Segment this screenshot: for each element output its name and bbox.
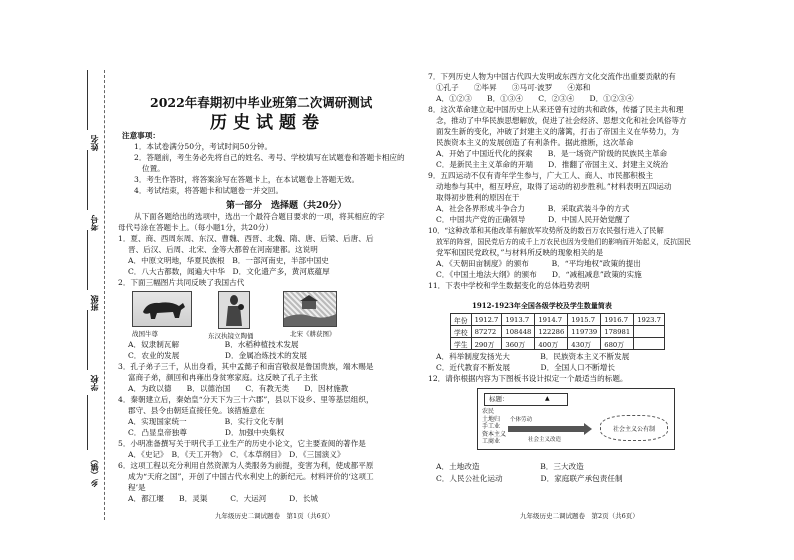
notice-heading: 注意事项：: [122, 131, 160, 140]
title-label: 标题：: [489, 395, 509, 403]
page-footer: 九年级历史二调试题卷 第1页（共6页）: [215, 512, 334, 520]
name-underline: [87, 70, 88, 130]
question-line: 面发生新的变化，冲破了封建主义的藩篱，打击了帝国主义在华势力，为: [436, 127, 679, 136]
option-line: A．中原文明地，华夏民族根 B．一部河南史，半部中国史: [128, 256, 329, 265]
diagram-label: 农民: [482, 408, 495, 415]
arrow-head-icon: [584, 423, 592, 435]
diagram-label: 个体劳动: [510, 417, 533, 423]
question-line: 程’是: [128, 483, 146, 492]
table-cell: 108448: [502, 326, 535, 338]
question-line: 8．这次革命建立起中国历史上从来还曾有过的共和政体，传播了民主共和理: [428, 105, 684, 114]
question-line: 晋、后汉、后周、北宋、金等大都曾在河南建都。这说明: [128, 245, 318, 254]
table-cell: 400万: [535, 338, 568, 350]
diagram-label: 手工业: [482, 423, 501, 430]
option-line: C．近代教育不断发展 D．全国人口不断增长: [436, 363, 615, 372]
table-cell: 178981: [601, 326, 634, 338]
option-line: A．科举制度发扬光大 B．民族资本主义不断发展: [436, 352, 630, 361]
question-line: 取得初步胜利的原因在于: [436, 193, 520, 202]
question-line: 放军的阵营，国民党后方的成千上万农民也因为受他们的影响而开始起义，反抗国民: [436, 238, 691, 246]
school-label: 学校: [89, 375, 99, 391]
table-cell: [634, 338, 665, 350]
question-line: 动地参与其中，相互呼应，取得了运动的初步胜利。”材料表明五四运动: [436, 182, 672, 191]
board-diagram: [477, 388, 675, 450]
question-line: 5．小明准备撰写关于明代手工业生产的历史小论文，它主要查阅的著作是: [118, 439, 366, 448]
question-line: 6．这项工程以充分利用自然资源为人类服务为前提，变害为利，使成都平原: [118, 461, 374, 470]
exam-title: 2022年春期初中毕业班第二次调研测试: [150, 95, 373, 110]
class-label: 班级: [89, 295, 99, 311]
option-line: A．为政以德 B．以德治国 C．有教无类 D．因材施教: [128, 384, 349, 393]
question-line: 2．下面三幅图片共同反映了我国古代: [118, 278, 245, 287]
notice-item: 1．本试卷满分50分，考试时间50分钟。: [134, 142, 273, 151]
question-line: 郡守、县令由朝廷直接任免。该措施意在: [128, 406, 265, 415]
question-line: 10．“这种改革和其他改革有解放军攻势所及的数百万农民强行进入了民解: [428, 226, 664, 235]
table-cell: 1913.7: [502, 314, 535, 326]
option-line: A．实现国家统一 B．实行文化专制: [128, 417, 284, 426]
table-row: [451, 326, 665, 338]
table-cell: 680万: [601, 338, 634, 350]
table-header-row: [451, 314, 665, 326]
question-line: 富商子弟，颜回和冉雍出身贫寒家庭。这反映了孔子主张: [128, 373, 318, 382]
table-cell: 360万: [502, 338, 535, 350]
option-line: A．土地改造 B．三大改造: [436, 462, 584, 471]
option-line: C．《中国土地法大纲》的颁布 D．“减租减息”政策的实施: [436, 270, 642, 279]
option-line: A．奴隶制瓦解 B．水稻种植技术发展: [128, 340, 299, 349]
transform-arrow: [508, 426, 586, 432]
option-line: ①孔子 ②毕昇 ③马可·波罗 ④郑和: [436, 83, 591, 92]
page-footer: 九年级历史二调试题卷 第2页（共6页）: [520, 512, 639, 520]
part-intro: 从下面各题给出的选项中，选出一个最符合题目要求的一项，将其相应的字: [134, 212, 385, 221]
option-line: C．是新民主主义革命的开端 D．推翻了帝国主义、封建主义统治: [436, 160, 669, 169]
question-line: 4．秦朝建立后，秦始皇“分天下为三十六郡”，县以下设乡、里等基层组织，: [118, 395, 374, 404]
table-cell: 430万: [568, 338, 601, 350]
table-cell: 年份: [451, 314, 472, 326]
table-cell: 87272: [471, 326, 502, 338]
table-cell: 1923.7: [634, 314, 665, 326]
table-cell: 1914.7: [535, 314, 568, 326]
arrow-label: 社会主义改造: [528, 437, 562, 443]
table-cell: 学校: [451, 326, 472, 338]
question-line: 民族资本主义的发展创造了有利条件。据此推断，这次革命: [436, 138, 634, 147]
town-underline: [87, 395, 88, 450]
class-underline: [87, 230, 88, 290]
diagram-label: 土地归: [482, 415, 501, 423]
photo-caption: 北宋《耕获图》: [290, 330, 336, 338]
option-line: C．中国共产党的正确领导 D．中国人民开始觉醒了: [436, 215, 631, 224]
question-line: 7．下列历史人物为中国古代四大发明或东西方文化交流作出重要贡献的有: [428, 72, 676, 81]
option-line: A．①②③ B．①③④ C．②③④ D．①②③④: [436, 94, 634, 103]
notice-item: 2．答题前，考生务必先将自己的姓名、考号、学校填写在试题卷和答题卡相应的: [134, 153, 405, 162]
option-line: C．凸显皇帝独尊 D．加强中央集权: [128, 428, 285, 437]
option-line: A．开始了中国近代化的探索 B．是一场资产阶级的民族民主革命: [436, 149, 668, 158]
question-line: 3．孔子弟子三千，从出身看，其中孟懿子和南宫敬叔是鲁国贵族，端木赐是: [118, 362, 374, 371]
part-title: 第一部分 选择题（共20分）: [226, 201, 347, 211]
triangle-icon: ▲: [545, 395, 550, 402]
notice-item: 位置。: [142, 164, 165, 173]
title-box: [484, 393, 568, 406]
result-label: 社会主义公有制: [612, 425, 655, 433]
question-line: 11．下表中学校和学生数据变化的总体趋势表明: [428, 281, 590, 290]
mirror-figurine-photo: [218, 291, 250, 329]
question-line: 成为“天府之国”，开创了中国古代水利史上的新纪元。材料评价的‘这项工: [128, 472, 374, 481]
harvest-painting-photo: [283, 291, 337, 327]
school-underline: [87, 310, 88, 370]
table-cell: 290万: [471, 338, 502, 350]
exam-subtitle: 历史试题卷: [210, 113, 325, 133]
question-line: 1．夏、商、西周东周、东汉、曹魏、西晋、北魏、隋、唐、后梁、后唐、后: [118, 234, 374, 243]
part-intro: 母代号涂在答题卡上。（每小题1分，共20分）: [118, 223, 273, 232]
table-cell: [634, 326, 665, 338]
name-label: 姓名: [89, 135, 99, 151]
option-line: A．《史记》 B．《天工开物》 C．《本草纲目》 D．《三国演义》: [128, 450, 345, 459]
question-line: 党军和国民党政权，”与材料所反映的现象相关的是: [436, 248, 604, 257]
table-cell: 学生: [451, 338, 472, 350]
photo-caption: 东汉执镜立陶俑: [208, 332, 254, 340]
question-line: 念，推动了中华民族思想解放，促进了社会经济、思想文化和社会风俗等方: [436, 116, 687, 125]
notice-item: 4．考试结束，将答题卡和试题卷一并交回。: [134, 186, 284, 195]
table-cell: 1912.7: [471, 314, 502, 326]
diagram-label: 资本主义: [482, 430, 507, 438]
bull-zun-photo: [132, 291, 192, 327]
table-cell: 1916.7: [601, 314, 634, 326]
school-stats-table: [450, 313, 665, 350]
exam-no-underline: [87, 150, 88, 210]
question-line: 12．请你根据内容为下图板书设计拟定一个最适当的标题。: [428, 374, 628, 383]
table-row: [451, 338, 665, 350]
option-line: C．八大古都数，闻遍大中华 D．文化遗产多，黄河底蕴厚: [128, 267, 330, 276]
option-line: A．社会各界形成斗争合力 B．采取武装斗争的方式: [436, 204, 630, 213]
question-line: 9．五四运动不仅有青年学生参与，广大工人、商人、市民都积极主: [428, 171, 654, 180]
diagram-left-labels: [482, 408, 506, 446]
result-cloud: [600, 415, 668, 441]
notice-item: 3．考生作答时，将答案涂写在答题卡上，在本试题卷上答题无效。: [134, 175, 360, 184]
binding-dashed-line: [104, 70, 105, 520]
town-label: 乡（镇）: [89, 455, 99, 487]
table-caption: 1912-1923年全国各级学校及学生数量简表: [472, 301, 612, 310]
option-line: A．《天朝田亩制度》的颁布 B．“平均地权”政策的提出: [436, 259, 641, 268]
diagram-label: 工商业: [482, 438, 501, 445]
table-cell: 122286: [535, 326, 568, 338]
table-cell: 119739: [568, 326, 601, 338]
exam-no-label: 考号: [89, 215, 99, 231]
option-line: C．农业的发展 D．金属冶炼技术的发展: [128, 351, 307, 360]
option-line: C．人民公社化运动 D．家庭联产承包责任制: [436, 474, 623, 483]
table-cell: 1915.7: [568, 314, 601, 326]
photo-caption: 战国牛尊: [132, 330, 158, 338]
option-line: A．都江堰 B．灵渠 C．大运河 D．长城: [128, 494, 319, 503]
